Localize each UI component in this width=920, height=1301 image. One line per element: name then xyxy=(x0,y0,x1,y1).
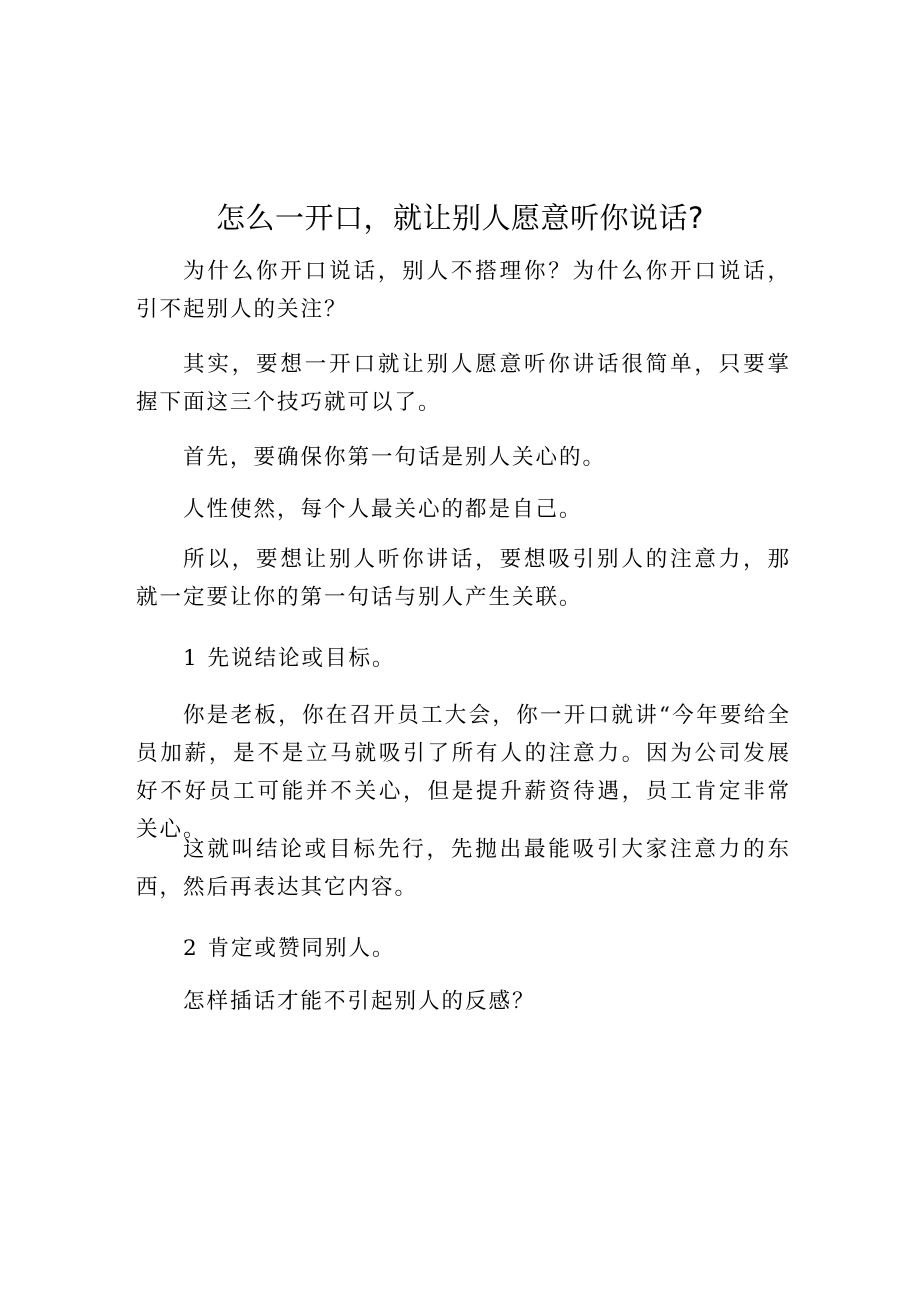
paragraph-conclusion-first: 这就叫结论或目标先行，先抛出最能吸引大家注意力的东西，然后再表达其它内容。 xyxy=(136,837,791,900)
document-title: 怎么一开口，就让别人愿意听你说话? xyxy=(216,201,704,235)
paragraph-boss-example: 你是老板，你在召开员工大会，你一开口就讲“今年要给全员加薪，是不是立马就吸引了所有人的注意力。因为公司发展好不好员工可能并不关心，但是提升薪资待遇，员工肯定非常关心。 xyxy=(136,703,791,842)
paragraph-human-nature: 人性使然，每个人最关心的都是自己。 xyxy=(183,497,583,522)
paragraph-intro-question: 为什么你开口说话，别人不搭理你？为什么你开口说话，引不起别人的关注？ xyxy=(136,259,791,322)
paragraph-first-sentence: 首先，要确保你第一句话是别人关心的。 xyxy=(183,445,607,470)
paragraph-relevance: 所以，要想让别人听你讲话，要想吸引别人的注意力，那就一定要让你的第一句话与别人产生关联。 xyxy=(136,547,791,610)
paragraph-interrupt-question: 怎样插话才能不引起别人的反感？ xyxy=(183,989,536,1014)
heading-tip-2: 2 肯定或赞同别人。 xyxy=(183,936,396,961)
paragraph-three-tips: 其实，要想一开口就让别人愿意听你讲话很简单，只要掌握下面这三个技巧就可以了。 xyxy=(136,352,791,415)
heading-tip-1: 1 先说结论或目标。 xyxy=(183,646,396,671)
